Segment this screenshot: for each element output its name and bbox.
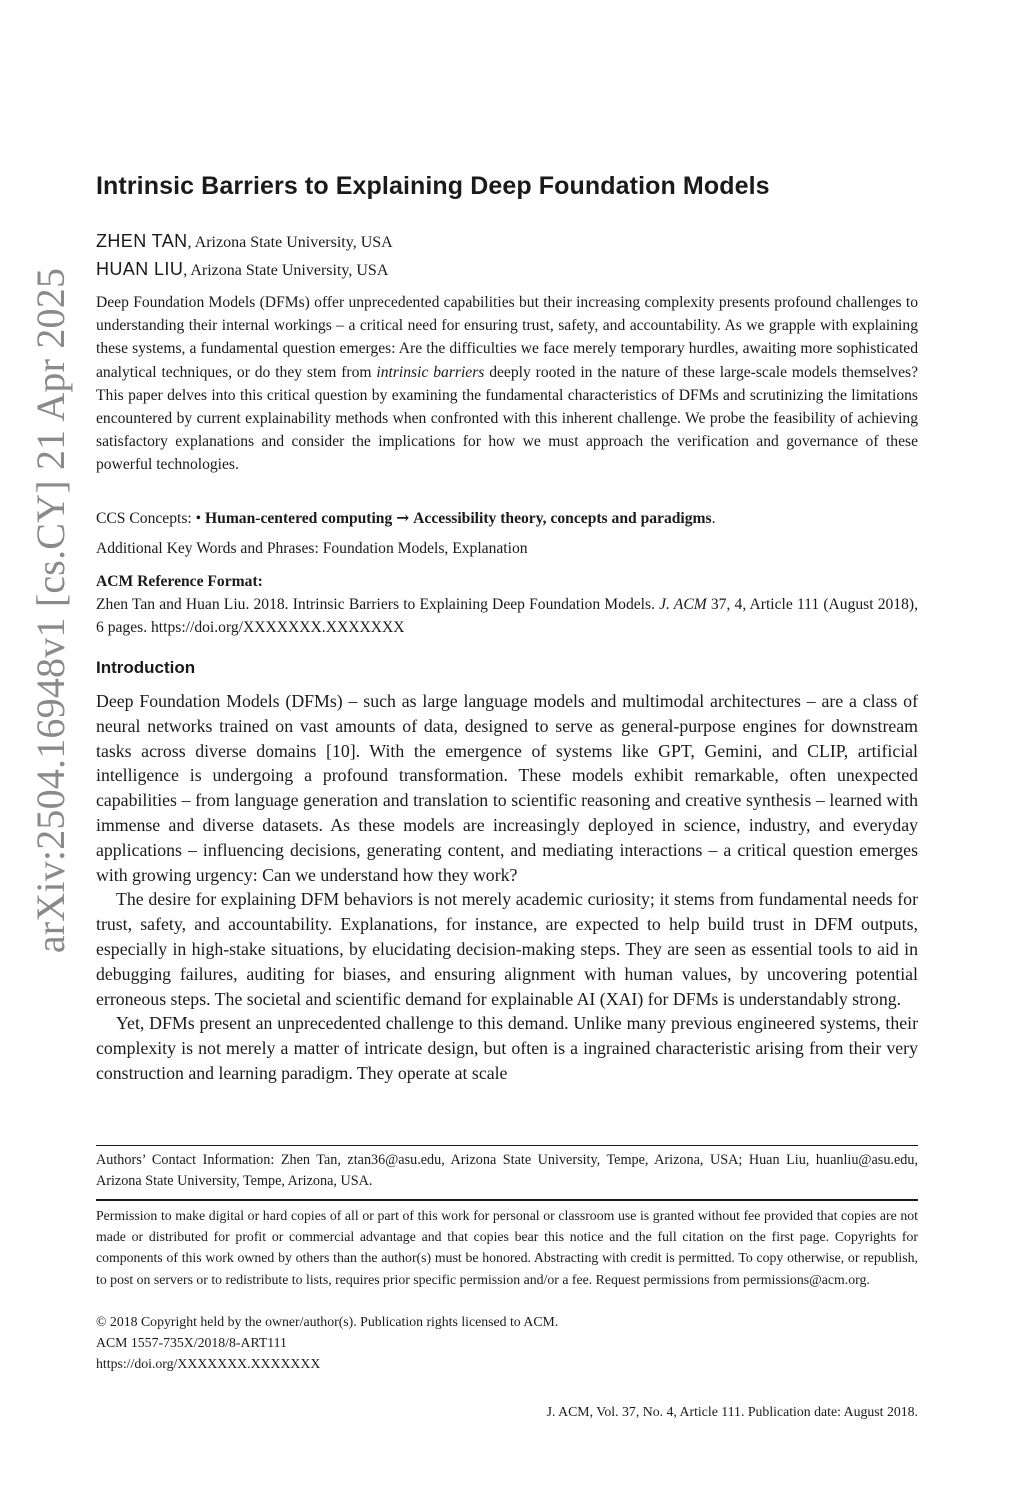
abstract <box>96 291 918 477</box>
reference-text: Zhen Tan and Huan Liu. 2018. Intrinsic Barriers to Explaining Deep Foundation Models. <box>96 596 660 613</box>
paper-title: Intrinsic Barriers to Explaining Deep Foundation Models <box>96 172 770 200</box>
ccs-end: . <box>711 510 716 527</box>
ccs-subconcept: Accessibility theory, concepts and paradigms <box>413 510 712 527</box>
introduction-body <box>96 689 918 1086</box>
author-contact-info: Authors’ Contact Information: Zhen Tan, ztan36@asu.edu, Arizona State University, Tempe, Arizona, USA; Huan Liu, huanliu@asu.edu, Arizona State University, Tempe, Arizona, USA. <box>96 1152 918 1189</box>
arxiv-id: arXiv:2504.16948v1 [cs.CY] 21 Apr 2025 <box>28 267 74 954</box>
page-footer: J. ACM, Vol. 37, No. 4, Article 111. Publication date: August 2018. <box>546 1404 918 1419</box>
footnote-divider <box>96 1145 918 1146</box>
acm-reference <box>96 593 918 639</box>
publication-info <box>96 1311 918 1375</box>
author-name: HUAN LIU <box>96 259 184 279</box>
abstract-emphasis: intrinsic barriers <box>376 363 485 381</box>
author-2: HUAN LIU, Arizona State University, USA <box>96 259 389 279</box>
ccs-label: CCS Concepts: • <box>96 510 202 527</box>
intro-paragraph-1: Deep Foundation Models (DFMs) – such as large language models and multimodal architectures – are a class of neural networks trained on vast amounts of data, designed to serve as general-purpose engines for downstream tasks across diverse domains [10]. With the emergence of systems like GPT, Gemini, and CLIP, artificial intelligence is undergoing a profound transformation. These models exhibit remarkable, often unexpected capabilities – from language generation and translation to scientific reasoning and creative synthesis – learned with immense and diverse datasets. As these models are increasingly deployed in science, industry, and everyday applications – influencing decisions, generating content, and mediating interactions – a critical question emerges with growing urgency: Can we understand how they work? <box>96 691 918 885</box>
intro-paragraph-2: The desire for explaining DFM behaviors is not merely academic curiosity; it stems from fundamental needs for trust, safety, and accountability. Explanations, for instance, are expected to help build trust in DFM outputs, especially in high-stake situations, by elucidating decision-making steps. They are seen as essential tools to aid in debugging failures, auditing for biases, and ensuring alignment with human values, by uncovering potential erroneous steps. The societal and scientific demand for explainable AI (XAI) for DFMs is understandably strong. <box>96 889 918 1009</box>
ccs-arrow: → <box>396 508 410 527</box>
reference-text: 37, 4, Article 111 (August 2018), 6 pages. https://doi.org/XXXXXXX.XXXXXXX <box>96 596 918 637</box>
author-affiliation: Arizona State University, USA <box>190 262 389 279</box>
author-1: ZHEN TAN, Arizona State University, USA <box>96 231 393 251</box>
ccs-concepts <box>96 507 918 530</box>
author-name: ZHEN TAN <box>96 231 188 251</box>
copyright-line: © 2018 Copyright held by the owner/author(s). Publication rights licensed to ACM. <box>96 1314 559 1329</box>
issn-line: ACM 1557-735X/2018/8-ART111 <box>96 1335 287 1351</box>
intro-paragraph-3: Yet, DFMs present an unprecedented challenge to this demand. Unlike many previous engineered systems, their complexity is not merely a matter of intricate design, but often is a ingrained characteristic arising from their very construction and learning paradigm. They operate at scale <box>96 1013 918 1083</box>
permission-divider <box>96 1199 918 1201</box>
section-heading-introduction: Introduction <box>96 658 196 677</box>
author-list <box>96 228 918 284</box>
permission-notice: Permission to make digital or hard copies of all or part of this work for personal or classroom use is granted without fee provided that copies are not made or distributed for profit or commercial advantage and that copies bear this notice and the full citation on the first page. Copyrights for components of this work owned by others than the author(s) must be honored. Abstracting with credit is permitted. To copy otherwise, or republish, to post on servers or to redistribute to lists, requires prior specific permission and/or a fee. Request permissions from permissions@acm.org. <box>96 1208 918 1287</box>
doi-line: https://doi.org/XXXXXXX.XXXXXXX <box>96 1356 321 1372</box>
arxiv-watermark <box>16 248 86 973</box>
ccs-concept: Human-centered computing <box>205 510 393 527</box>
reference-journal: J. ACM <box>659 596 707 613</box>
author-affiliation: Arizona State University, USA <box>194 234 393 251</box>
abstract-text: deeply rooted in the nature of these large-scale models themselves? This paper delves into this critical question by examining the fundamental characteristics of DFMs and scrutinizing the limitations encountered by current explainability methods when confronted with this inherent challenge. We probe the feasibility of achieving satisfactory explanations and consider the implications for how we must approach the verification and governance of these powerful technologies. <box>96 363 918 474</box>
abstract-text: Deep Foundation Models (DFMs) offer unprecedented capabilities but their increasing complexity presents profound challenges to understanding their internal workings – a critical need for ensuring trust, safety, and accountability. As we grapple with explaining these systems, a fundamental question emerges: Are the difficulties we face merely temporary hurdles, awaiting more sophisticated analytical techniques, or do they stem from <box>96 294 918 381</box>
acm-reference-heading: ACM Reference Format: <box>96 573 263 590</box>
keywords: Additional Key Words and Phrases: Foundation Models, Explanation <box>96 540 528 557</box>
